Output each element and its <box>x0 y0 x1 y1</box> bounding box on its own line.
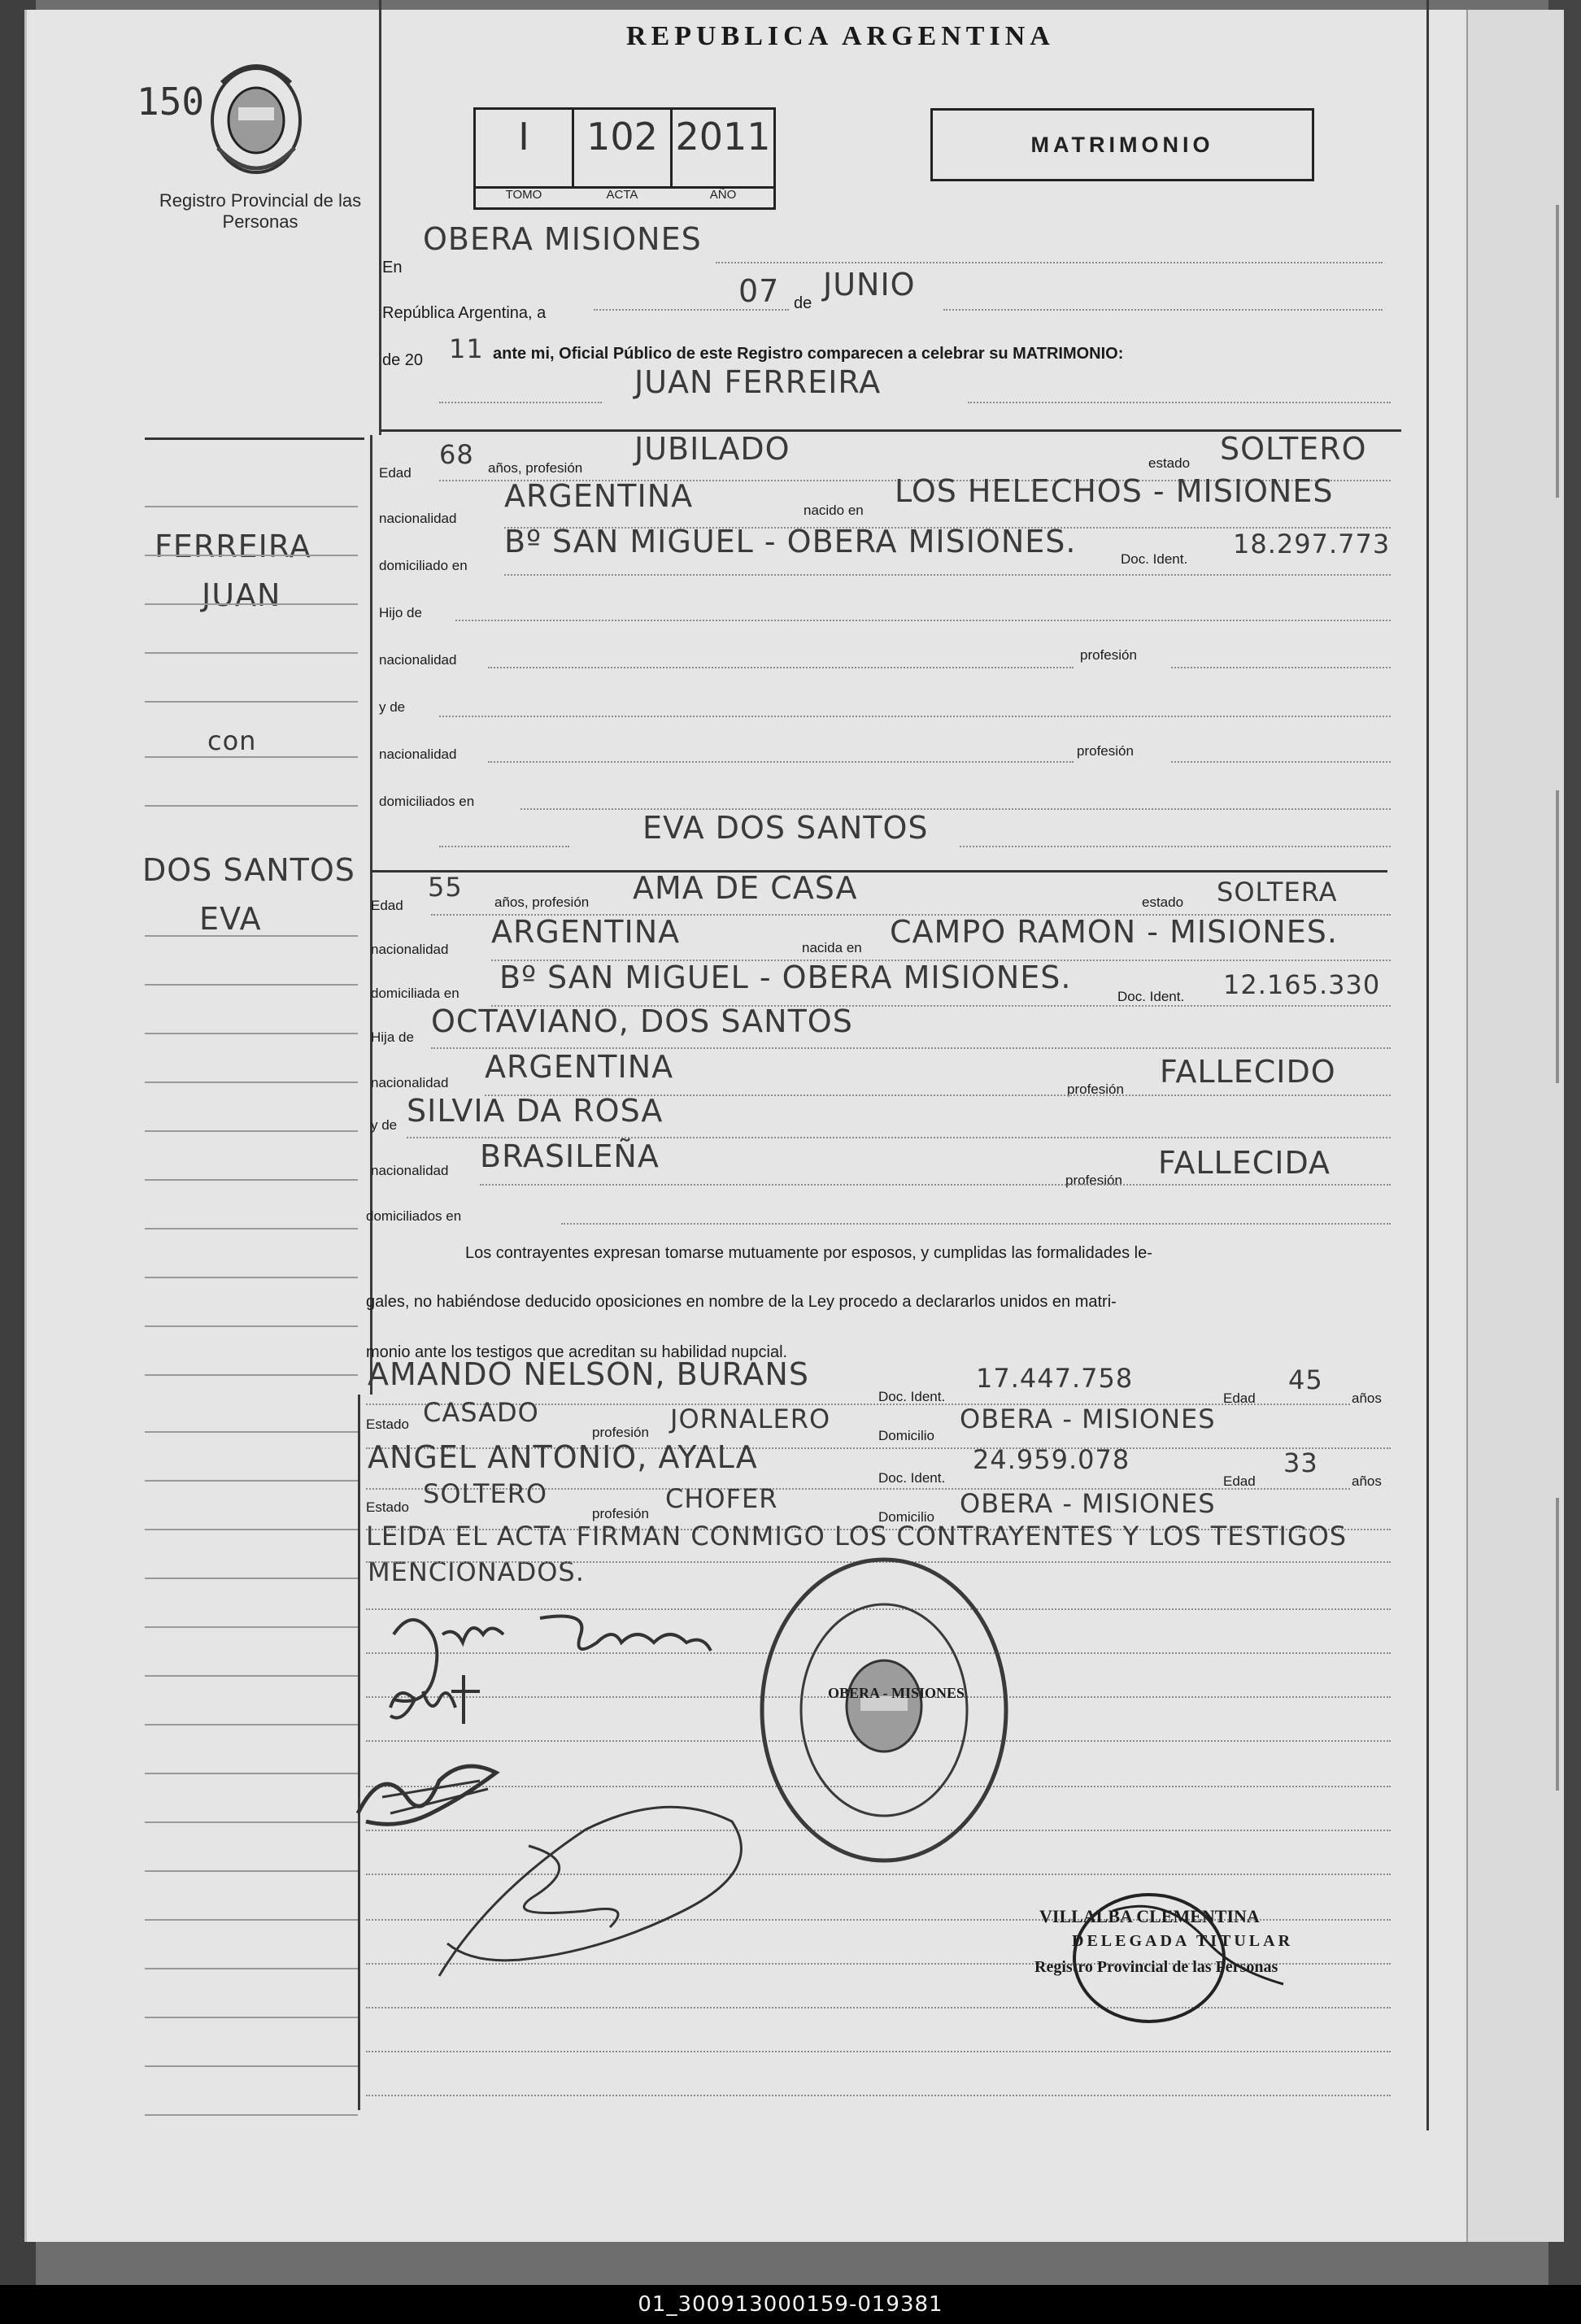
form-line <box>968 402 1391 403</box>
margin-bride-surname: DOS SANTOS <box>142 852 355 888</box>
margin-rule <box>145 2114 358 2116</box>
bride-full-name: EVA DOS SANTOS <box>642 810 929 846</box>
groom-profesion3-label: profesión <box>1077 743 1134 759</box>
witness-2-doc: 24.959.078 <box>973 1444 1130 1475</box>
form-line <box>455 620 1391 621</box>
margin-rule <box>145 2017 358 2018</box>
margin-rule <box>145 1968 358 1969</box>
witness-2-age: 33 <box>1283 1447 1318 1478</box>
bride-nacida-label: nacida en <box>802 940 862 955</box>
margin-rule <box>145 652 358 654</box>
document-type-box: MATRIMONIO <box>930 108 1314 181</box>
bride-father-prof-label: profesión <box>1067 1081 1124 1097</box>
margin-rule <box>145 935 358 937</box>
closing-line-1: LEIDA EL ACTA FIRMAN CONMIGO LOS CONTRAYENTES Y LOS TESTIGOS <box>366 1521 1348 1552</box>
form-line <box>960 846 1391 847</box>
form-line <box>594 309 789 311</box>
bride-estado: SOLTERA <box>1217 877 1338 907</box>
republica-label: República Argentina, a <box>382 304 547 322</box>
margin-rule <box>145 1578 358 1579</box>
groom-y-de-label: y de <box>379 699 406 715</box>
column-divider <box>370 435 372 1395</box>
bride-father-nationality: ARGENTINA <box>485 1049 674 1085</box>
witness-1-edad-label: Edad <box>1223 1390 1256 1406</box>
binding-ring <box>1556 790 1559 1083</box>
margin-rule <box>145 1529 358 1530</box>
bride-birthplace: CAMPO RAMON - MISIONES. <box>890 914 1338 950</box>
margin-rule <box>145 1374 358 1376</box>
witness-2-profession: CHOFER <box>665 1483 778 1514</box>
bride-mother: SILVIA DA ROSA <box>407 1093 664 1129</box>
groom-nationality: ARGENTINA <box>504 478 694 514</box>
groom-edad-label: Edad <box>379 465 412 481</box>
page-margin-strip <box>1466 10 1564 2242</box>
witness-2-anos-label: años <box>1352 1473 1382 1489</box>
margin-rule <box>145 1675 358 1677</box>
witness-2-doc-label: Doc. Ident. <box>878 1470 946 1486</box>
bride-profession: AMA DE CASA <box>633 870 858 906</box>
page-right-rule <box>1426 0 1429 2130</box>
margin-groom-surname: FERREIRA <box>155 529 311 564</box>
delegate-office: Registro Provincial de las Personas <box>1034 1958 1278 1976</box>
official-seal-icon <box>756 1552 1012 1869</box>
witness-1-domicilio: OBERA - MISIONES <box>960 1404 1216 1434</box>
groom-nacionalidad2-label: nacionalidad <box>379 652 457 668</box>
groom-doc-label: Doc. Ident. <box>1121 551 1188 567</box>
form-line <box>439 716 1391 717</box>
groom-nacido-label: nacido en <box>804 503 864 518</box>
groom-estado-label: estado <box>1148 455 1191 471</box>
groom-birthplace: LOS HELECHOS - MISIONES <box>895 473 1334 509</box>
form-line <box>1171 761 1391 763</box>
margin-rule <box>145 984 358 986</box>
form-line <box>1171 667 1391 668</box>
margin-rule <box>145 1179 358 1181</box>
witness-1-profession: JORNALERO <box>670 1404 831 1434</box>
delegate-title: DELEGADA TITULAR <box>1072 1932 1294 1950</box>
witness-1-doc-label: Doc. Ident. <box>878 1389 946 1404</box>
margin-rule <box>145 805 358 807</box>
groom-profession: JUBILADO <box>634 431 790 467</box>
column-divider <box>379 0 381 435</box>
declaration-line-1: Los contrayentes expresan tomarse mutuamente por esposos, y cumplidas las formalidades le- <box>465 1244 1152 1262</box>
coat-of-arms-icon <box>202 50 311 181</box>
declaration-line-3: monio ante los testigos que acreditan su habilidad nupcial. <box>366 1343 788 1361</box>
witness-1-estado: CASADO <box>423 1397 539 1428</box>
acta-cell <box>574 110 673 186</box>
declaration-line-2: gales, no habiéndose deducido oposiciones en nombre de la Ley procedo a declararlos unidos en matri- <box>366 1293 1117 1311</box>
bride-doc: 12.165.330 <box>1223 969 1381 1000</box>
bride-nacionalidad-label: nacionalidad <box>371 942 449 957</box>
groom-full-name: JUAN FERREIRA <box>634 364 882 400</box>
margin-rule <box>145 1724 358 1726</box>
bride-estado-label: estado <box>1142 894 1184 910</box>
margin-rule <box>145 1626 358 1628</box>
groom-nacionalidad3-label: nacionalidad <box>379 746 457 762</box>
witness-2-edad-label: Edad <box>1223 1473 1256 1489</box>
bride-domiciliada-label: domiciliada en <box>371 986 459 1001</box>
margin-rule <box>145 1919 358 1921</box>
closing-line-2: MENCIONADOS. <box>368 1556 585 1587</box>
bride-hija-label: Hija de <box>371 1029 414 1045</box>
groom-profesion2-label: profesión <box>1080 647 1137 663</box>
witness-2-domicilio: OBERA - MISIONES <box>960 1488 1216 1519</box>
margin-rule <box>145 1325 358 1327</box>
groom-estado: SOLTERO <box>1220 431 1367 467</box>
form-line <box>716 262 1383 263</box>
ano-label: AÑO <box>709 188 737 202</box>
acta-label: ACTA <box>606 188 638 202</box>
bride-edad-label: Edad <box>371 898 403 913</box>
de-label: de <box>794 294 812 312</box>
acta-value: 102 <box>586 115 658 159</box>
witness-2-domicilio-label: Domicilio <box>878 1509 934 1525</box>
month-value: JUNIO <box>823 267 916 302</box>
bride-y-de-label: y de <box>371 1117 398 1133</box>
form-line <box>439 402 602 403</box>
margin-divider <box>145 437 364 440</box>
margin-rule <box>145 506 358 507</box>
section-divider <box>371 870 1387 873</box>
bride-father: OCTAVIANO, DOS SANTOS <box>431 1003 853 1039</box>
form-line <box>488 667 1074 668</box>
registry-box <box>473 107 776 210</box>
groom-address: Bº SAN MIGUEL - OBERA MISIONES. <box>504 524 1077 559</box>
groom-hijo-label: Hijo de <box>379 605 422 620</box>
tomo-value: I <box>518 115 529 159</box>
groom-profesion-label: años, profesión <box>488 460 583 476</box>
bride-mother-nationality: BRASILEÑA <box>480 1138 660 1174</box>
margin-rule <box>145 1081 358 1083</box>
witness-1-estado-label: Estado <box>366 1417 409 1432</box>
margin-rule <box>145 1033 358 1034</box>
witness-2-name: ANGEL ANTONIO, AYALA <box>368 1439 758 1475</box>
witness-1-anos-label: años <box>1352 1390 1382 1406</box>
groom-nacionalidad-label: nacionalidad <box>379 511 457 526</box>
witness-1-profesion-label: profesión <box>592 1425 649 1440</box>
bride-address: Bº SAN MIGUEL - OBERA MISIONES. <box>499 960 1072 995</box>
bride-doc-label: Doc. Ident. <box>1117 989 1185 1004</box>
form-line <box>504 574 1391 576</box>
bride-mother-prof-label: profesión <box>1065 1173 1122 1188</box>
bride-father-profession: FALLECIDO <box>1160 1054 1336 1090</box>
margin-rule <box>145 756 358 758</box>
bride-signature <box>382 1659 496 1732</box>
margin-rule <box>145 1821 358 1823</box>
delegate-name: VILLALBA CLEMENTINA <box>1039 1906 1260 1926</box>
form-line <box>488 761 1074 763</box>
bride-nationality: ARGENTINA <box>491 914 681 950</box>
margin-rule <box>145 1870 358 1872</box>
witness-2-profesion-label: profesión <box>592 1506 649 1521</box>
witness-2-estado: SOLTERO <box>423 1478 548 1509</box>
witness-1-domicilio-label: Domicilio <box>878 1428 934 1443</box>
margin-rule <box>145 2065 358 2067</box>
country-title: REPUBLICA ARGENTINA <box>626 21 1055 51</box>
margin-rule <box>145 1228 358 1229</box>
year-prefix: de 20 <box>382 351 424 369</box>
year-suffix: 11 <box>449 333 484 364</box>
margin-rule <box>145 701 358 703</box>
form-line <box>561 1223 1391 1225</box>
groom-age: 68 <box>439 439 474 470</box>
witness-2-estado-label: Estado <box>366 1499 409 1515</box>
image-id: 01_300913000159-019381 <box>638 2292 943 2317</box>
ano-cell <box>673 110 773 186</box>
margin-rule <box>145 555 358 556</box>
bride-mother-profession: FALLECIDA <box>1158 1145 1331 1181</box>
day-value: 07 <box>738 273 780 309</box>
form-line <box>480 1184 1391 1186</box>
groom-domiciliado-label: domiciliado en <box>379 558 468 573</box>
seal-text: OBERA - MISIONES <box>828 1685 965 1701</box>
tomo-cell <box>476 110 574 186</box>
witness-1-age: 45 <box>1288 1364 1323 1395</box>
margin-rule <box>145 603 358 605</box>
form-line <box>366 2095 1391 2096</box>
intro-statement: ante mi, Oficial Público de este Registro comparecen a celebrar su MATRIMONIO: <box>493 345 1124 363</box>
bride-profesion-label: años, profesión <box>494 894 590 910</box>
form-line <box>366 2051 1391 2052</box>
form-line <box>943 309 1383 311</box>
witness-2-signature <box>423 1797 764 1992</box>
margin-rule <box>145 1773 358 1774</box>
bride-mother-nac-label: nacionalidad <box>371 1163 449 1178</box>
bride-father-nac-label: nacionalidad <box>371 1075 449 1090</box>
place-value: OBERA MISIONES <box>423 221 702 257</box>
binding-ring <box>1556 205 1559 498</box>
margin-connector: con <box>207 725 257 756</box>
witness-1-doc: 17.447.758 <box>976 1363 1134 1394</box>
margin-rule <box>145 1130 358 1132</box>
witness-1-name: AMANDO NELSON, BURANS <box>368 1356 809 1392</box>
margin-rule <box>145 1277 358 1278</box>
form-line <box>439 846 569 847</box>
office-name: Registro Provincial de las Personas <box>159 190 362 232</box>
groom-doc: 18.297.773 <box>1233 529 1391 559</box>
margin-groom-name: JUAN <box>202 577 281 613</box>
ano-value: 2011 <box>675 115 771 159</box>
margin-rule <box>145 1431 358 1433</box>
en-label: En <box>382 259 403 276</box>
bride-age: 55 <box>428 872 463 903</box>
groom-domiciliados-label: domiciliados en <box>379 794 475 809</box>
bride-domiciliados-label: domiciliados en <box>366 1208 462 1224</box>
margin-rule <box>145 1480 358 1482</box>
delegate-signature <box>1064 1887 1300 2033</box>
folio-number: 150 <box>137 80 205 124</box>
margin-bride-name: EVA <box>199 901 262 937</box>
tomo-label: TOMO <box>505 188 542 202</box>
binding-ring <box>1556 1498 1559 1791</box>
